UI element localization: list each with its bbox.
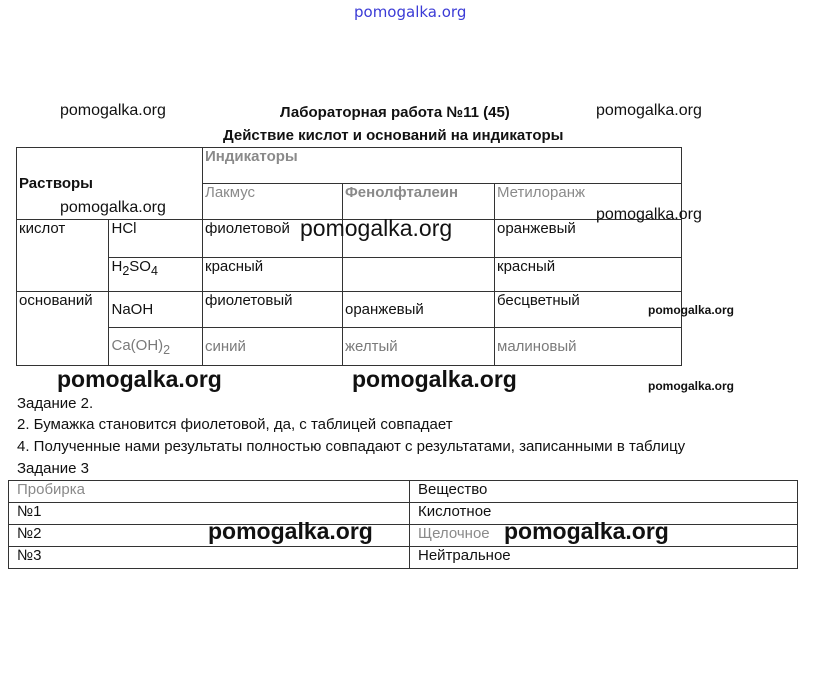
substance-h2so4: $H_2SO_4$	[109, 258, 203, 292]
task2-heading: Задание 2.	[17, 395, 94, 412]
solutions-header: Растворы	[17, 148, 203, 220]
watermark: pomogalka.org	[596, 206, 702, 223]
cell-hcl-litmus: фиолетовой	[203, 220, 343, 258]
substance-hcl: HCl	[109, 220, 203, 258]
tube-1-substance: Кислотное	[410, 503, 798, 525]
cell-naoh-litmus: фиолетовый	[203, 292, 343, 328]
watermark: pomogalka.org	[596, 102, 702, 119]
lab-title: Лабораторная работа №11 (45)	[280, 104, 510, 121]
watermark: pomogalka.org	[60, 102, 166, 119]
cell-h2so4-litmus: красный	[203, 258, 343, 292]
cell-naoh-phenol: оранжевый	[343, 292, 495, 328]
indicator-methyl-orange: Метилоранж	[495, 184, 682, 220]
tubes-table	[8, 480, 798, 569]
indicators-table	[16, 147, 682, 366]
group-bases: оснований	[17, 292, 109, 366]
cell-h2so4-methyl: красный	[495, 258, 682, 292]
watermark: pomogalka.org	[300, 215, 453, 241]
tube-1: №1	[9, 503, 410, 525]
indicator-litmus: Лакмус	[203, 184, 343, 220]
watermark: pomogalka.org	[504, 518, 669, 544]
tube-header: Пробирка	[9, 481, 410, 503]
watermark: pomogalka.org	[648, 303, 735, 317]
tube-2-substance: Щелочное	[410, 525, 798, 547]
task3-heading: Задание 3	[17, 460, 90, 477]
cell-caoh2-litmus: синий	[203, 328, 343, 366]
watermark: pomogalka.org	[60, 199, 166, 216]
substance-caoh2: $Ca(OH)_2$	[109, 328, 203, 366]
watermark: pomogalka.org	[208, 518, 373, 544]
cell-h2so4-phenol	[343, 258, 495, 292]
indicator-phenolphthalein: Фенолфталеин	[343, 184, 495, 220]
indicators-header: Индикаторы	[203, 148, 682, 184]
watermark: pomogalka.org	[648, 379, 735, 393]
lab-subtitle: Действие кислот и оснований на индикаторы	[223, 127, 564, 144]
cell-hcl-methyl: оранжевый	[495, 220, 682, 258]
cell-caoh2-methyl: малиновый	[495, 328, 682, 366]
substance-header: Вещество	[410, 481, 798, 503]
cell-naoh-methyl: бесцветный	[495, 292, 682, 328]
task2-line1: 2. Бумажка становится фиолетовой, да, с таблицей совпадает	[17, 416, 453, 433]
watermark: pomogalka.org	[57, 366, 222, 392]
substance-naoh: NaOH	[109, 292, 203, 328]
task2-line2: 4. Полученные нами результаты полностью совпадают с результатами, записанными в таблицу	[17, 438, 686, 455]
cell-caoh2-phenol: желтый	[343, 328, 495, 366]
watermark-top: pomogalka.org	[354, 3, 467, 21]
group-acids: кислот	[17, 220, 109, 292]
watermark: pomogalka.org	[352, 366, 517, 392]
tube-2: №2	[9, 525, 410, 547]
tube-3-substance: Нейтральное	[410, 547, 798, 569]
tube-3: №3	[9, 547, 410, 569]
